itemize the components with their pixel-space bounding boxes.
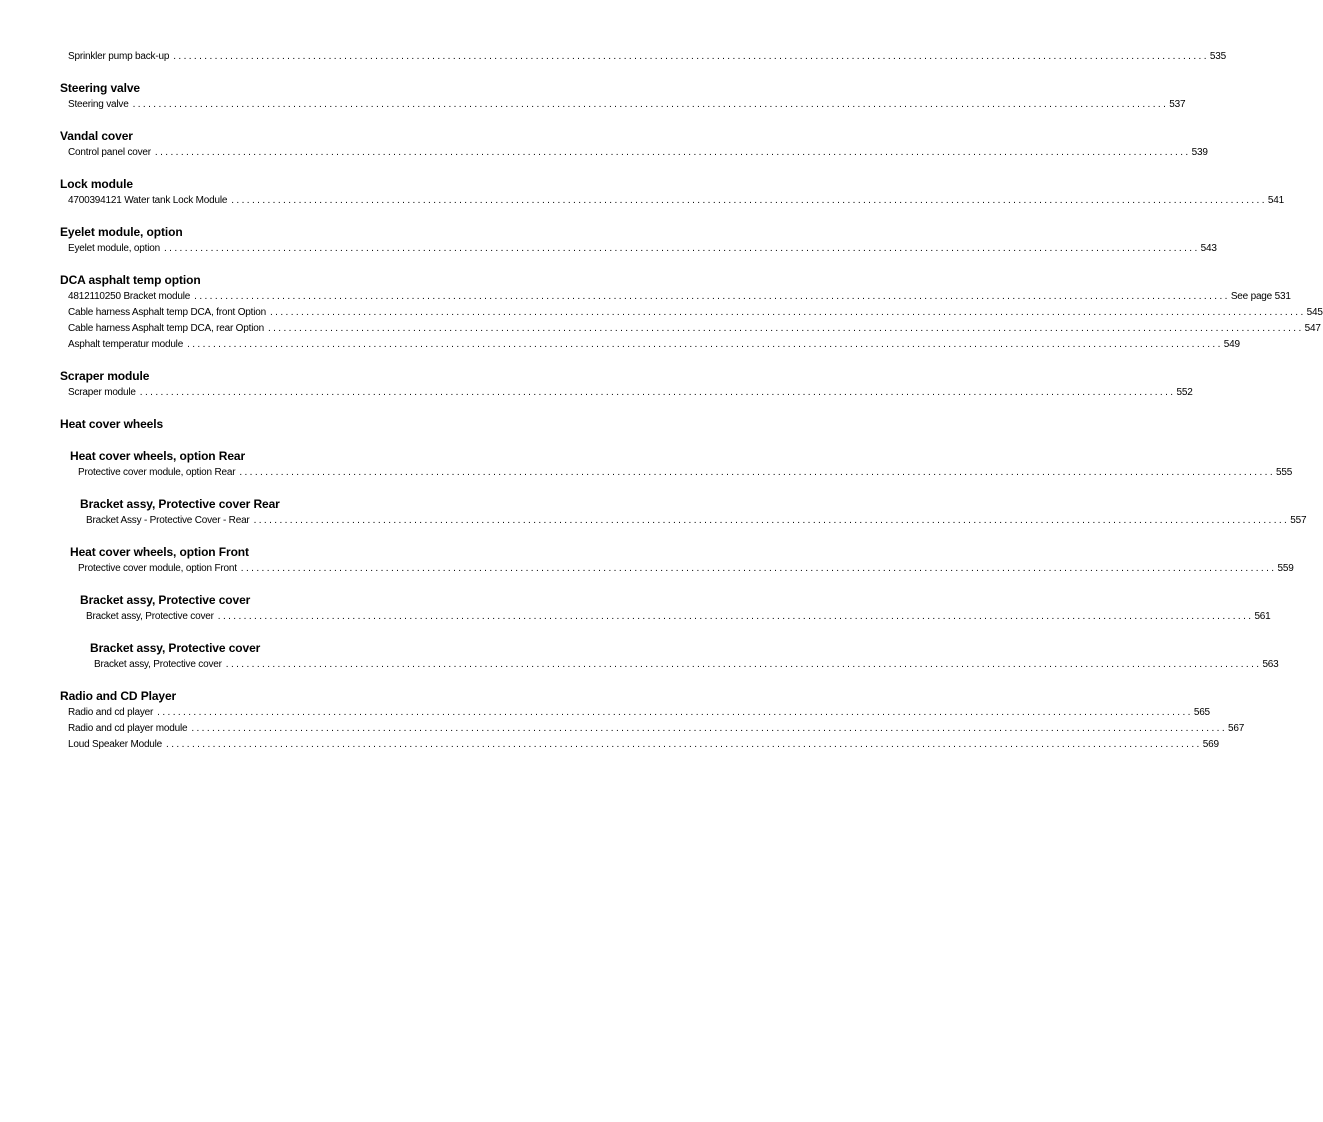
section-heading: Bracket assy, Protective cover <box>90 641 261 655</box>
toc-entry-page: 537 <box>1169 99 1186 110</box>
toc-entry-label: 4700394121 Water tank Lock Module <box>68 195 228 206</box>
toc-entry-label: Radio and cd player module <box>68 723 188 734</box>
toc-entry-page: 563 <box>1262 659 1279 670</box>
toc-entry-page: 559 <box>1277 563 1294 574</box>
toc-entry[interactable] <box>68 723 1245 735</box>
toc-entry-page: 555 <box>1276 467 1293 478</box>
toc-entry-page: 547 <box>1304 323 1321 334</box>
toc-entry-label: Radio and cd player <box>68 707 154 718</box>
toc-entry-page: 539 <box>1191 147 1208 158</box>
toc-entry-label: Protective cover module, option Rear <box>78 467 236 478</box>
toc-entry[interactable] <box>86 611 1271 623</box>
toc-entry-page: 543 <box>1200 243 1217 254</box>
dot-leader: ........................................................................................................................................................................................................ <box>225 659 1262 670</box>
toc-entry[interactable] <box>68 707 1210 719</box>
toc-entry[interactable] <box>94 659 1279 671</box>
dot-leader: ........................................................................................................................................................................................................ <box>217 611 1254 622</box>
toc-entry-page: 567 <box>1228 723 1245 734</box>
toc-entry-label: Bracket assy, Protective cover <box>86 611 214 622</box>
section-heading: Bracket assy, Protective cover <box>80 593 251 607</box>
toc-entry-label: Loud Speaker Module <box>68 739 163 750</box>
toc-entry-page: 569 <box>1202 739 1219 750</box>
toc-entry-label: Bracket assy, Protective cover <box>94 659 222 670</box>
dot-leader: ........................................................................................................................................................................................................ <box>157 707 1193 718</box>
section-heading: Bracket assy, Protective cover Rear <box>80 497 280 511</box>
toc-entry[interactable] <box>78 467 1293 479</box>
toc-entry-label: Scraper module <box>68 387 136 398</box>
toc-entry-page: 549 <box>1223 339 1240 350</box>
dot-leader: ........................................................................................................................................................................................................ <box>166 739 1202 750</box>
toc-entry[interactable] <box>68 339 1240 351</box>
dot-leader: ........................................................................................................................................................................................................ <box>173 51 1209 62</box>
toc-entry[interactable] <box>68 51 1226 63</box>
toc-entry-label: Eyelet module, option <box>68 243 160 254</box>
dot-leader: ........................................................................................................................................................................................................ <box>253 515 1290 526</box>
section-heading: Scraper module <box>60 369 150 383</box>
section-heading: Heat cover wheels <box>60 417 164 431</box>
dot-leader: ........................................................................................................................................................................................................ <box>132 99 1169 110</box>
toc-entry-page: See page 531 <box>1230 291 1291 302</box>
section-heading: Heat cover wheels, option Rear <box>70 449 246 463</box>
toc-entry[interactable] <box>68 147 1208 159</box>
toc-entry-label: Asphalt temperatur module <box>68 339 184 350</box>
section-heading: Eyelet module, option <box>60 225 183 239</box>
toc-entry-page: 565 <box>1193 707 1210 718</box>
dot-leader: ........................................................................................................................................................................................................ <box>191 723 1227 734</box>
dot-leader: ........................................................................................................................................................................................................ <box>269 307 1306 318</box>
toc-entry[interactable] <box>68 291 1291 303</box>
section-heading: Lock module <box>60 177 133 191</box>
toc-entry[interactable] <box>86 515 1307 527</box>
toc-entry[interactable] <box>68 195 1285 207</box>
toc-entry-page: 535 <box>1209 51 1226 62</box>
dot-leader: ........................................................................................................................................................................................................ <box>239 467 1275 478</box>
toc-entry-page: 541 <box>1267 195 1285 206</box>
toc-entry[interactable] <box>68 307 1323 319</box>
toc-entry[interactable] <box>68 99 1186 111</box>
section-heading: Heat cover wheels, option Front <box>70 545 249 559</box>
toc-entry-label: Control panel cover <box>68 147 151 158</box>
dot-leader: ........................................................................................................................................................................................................ <box>139 387 1176 398</box>
toc-entry-page: 557 <box>1290 515 1307 526</box>
toc-entry-page: 552 <box>1176 387 1193 398</box>
dot-leader: ........................................................................................................................................................................................................ <box>240 563 1277 574</box>
toc-entry-page: 545 <box>1306 307 1323 318</box>
section-heading: DCA asphalt temp option <box>60 273 201 287</box>
dot-leader: ........................................................................................................................................................................................................ <box>187 339 1223 350</box>
dot-leader: ........................................................................................................................................................................................................ <box>231 195 1267 206</box>
dot-leader: ........................................................................................................................................................................................................ <box>267 323 1304 334</box>
section-heading: Radio and CD Player <box>60 689 177 703</box>
toc-entry-label: Steering valve <box>68 99 129 110</box>
section-heading: Steering valve <box>60 81 140 95</box>
toc-entry-label: Cable harness Asphalt temp DCA, front Option <box>68 307 266 318</box>
toc-entry[interactable] <box>68 323 1321 335</box>
section-heading: Vandal cover <box>60 129 133 143</box>
dot-leader: ........................................................................................................................................................................................................ <box>194 291 1230 302</box>
toc-entry-label: Bracket Assy - Protective Cover - Rear <box>86 515 250 526</box>
toc-entry-label: Protective cover module, option Front <box>78 563 237 574</box>
toc-entry-label: 4812110250 Bracket module <box>68 291 191 302</box>
toc-entry[interactable] <box>68 387 1193 399</box>
dot-leader: ........................................................................................................................................................................................................ <box>163 243 1200 254</box>
dot-leader: ........................................................................................................................................................................................................ <box>154 147 1191 158</box>
toc-entry[interactable] <box>68 739 1219 751</box>
toc-entry-label: Sprinkler pump back-up <box>68 51 170 62</box>
toc-entry[interactable] <box>68 243 1217 255</box>
toc-entry-label: Cable harness Asphalt temp DCA, rear Option <box>68 323 264 334</box>
toc-entry[interactable] <box>78 563 1294 575</box>
toc-entry-page: 561 <box>1254 611 1271 622</box>
